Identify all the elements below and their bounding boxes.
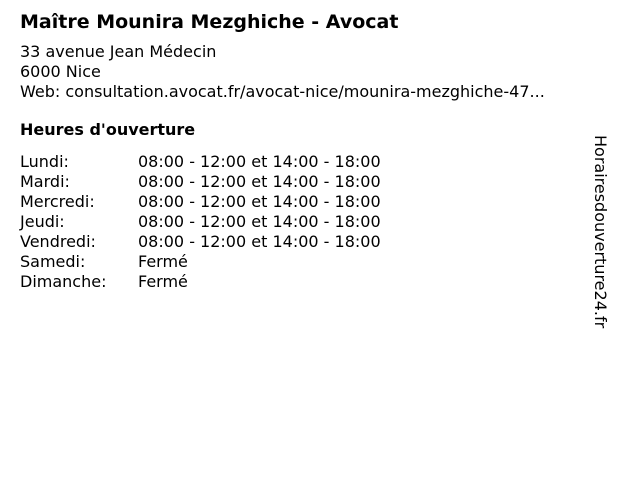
day-label: Samedi: bbox=[20, 252, 86, 271]
day-hours: Fermé bbox=[138, 272, 188, 291]
hours-row-mardi bbox=[20, 172, 610, 192]
site-brand-watermark: Horairesdouverture24.fr bbox=[591, 135, 610, 329]
hours-row-mercredi bbox=[20, 192, 610, 212]
hours-row-dimanche bbox=[20, 272, 610, 292]
hours-row-samedi bbox=[20, 252, 610, 272]
day-label: Dimanche: bbox=[20, 272, 107, 291]
hours-row-lundi bbox=[20, 152, 610, 172]
day-label: Lundi: bbox=[20, 152, 69, 171]
hours-row-jeudi bbox=[20, 212, 610, 232]
address-street: 33 avenue Jean Médecin bbox=[20, 42, 217, 61]
day-hours: 08:00 - 12:00 et 14:00 - 18:00 bbox=[138, 172, 381, 191]
day-hours: 08:00 - 12:00 et 14:00 - 18:00 bbox=[138, 152, 381, 171]
day-label: Vendredi: bbox=[20, 232, 96, 251]
hours-row-vendredi bbox=[20, 232, 610, 252]
hours-table bbox=[20, 152, 610, 292]
day-hours: 08:00 - 12:00 et 14:00 - 18:00 bbox=[138, 192, 381, 211]
address-city: 6000 Nice bbox=[20, 62, 101, 81]
day-label: Jeudi: bbox=[20, 212, 65, 231]
day-hours: Fermé bbox=[138, 252, 188, 271]
day-label: Mardi: bbox=[20, 172, 70, 191]
business-name: Maître Mounira Mezghiche - Avocat bbox=[20, 11, 399, 33]
hours-heading: Heures d'ouverture bbox=[20, 120, 196, 139]
business-card bbox=[20, 10, 610, 292]
day-hours: 08:00 - 12:00 et 14:00 - 18:00 bbox=[138, 232, 381, 251]
website-link[interactable]: Web: consultation.avocat.fr/avocat-nice/mounira-mezghiche-47... bbox=[20, 82, 545, 101]
day-label: Mercredi: bbox=[20, 192, 95, 211]
day-hours: 08:00 - 12:00 et 14:00 - 18:00 bbox=[138, 212, 381, 231]
